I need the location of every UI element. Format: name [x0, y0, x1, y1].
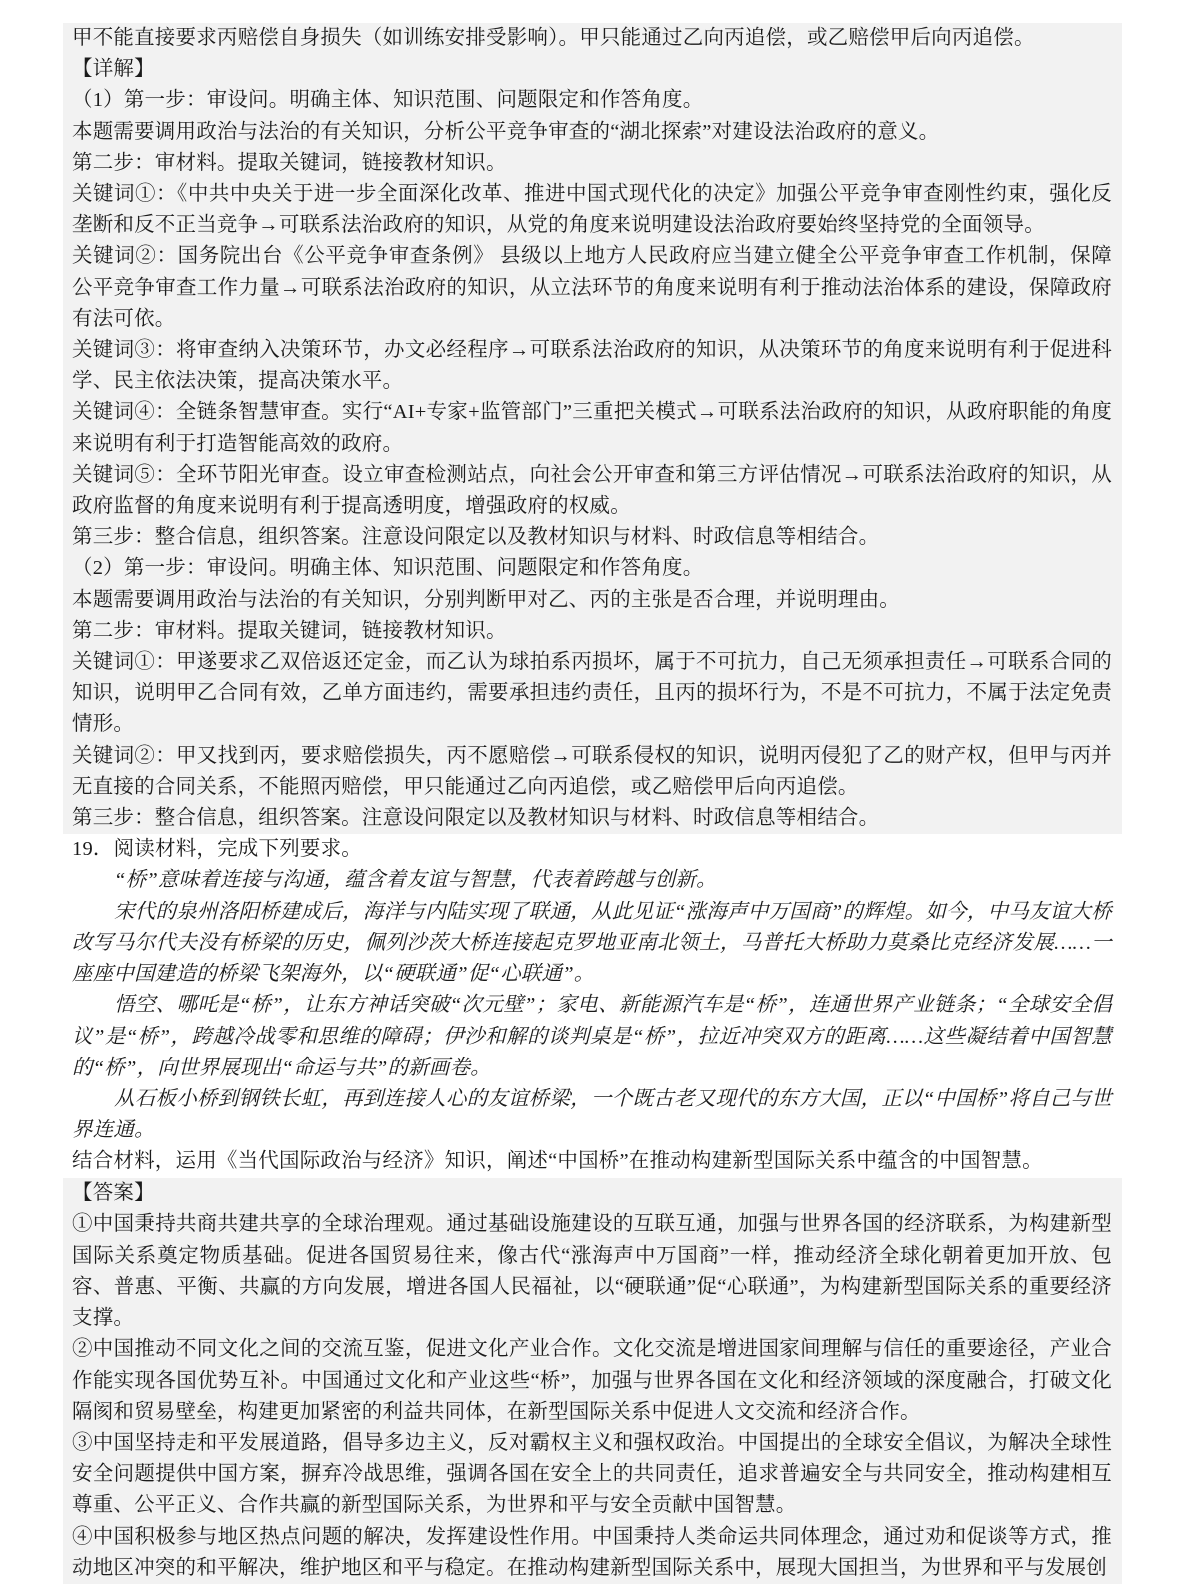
answer-label: 【答案】: [72, 1182, 155, 1205]
keyword-5-line: 关键词⑤：全环节阳光审查。设立审查检测站点，向社会公开审查和第三方评估情况→可联系法治政府的知识，从政府监督的角度来说明有利于提高透明度，增强政府的权威。: [72, 463, 1112, 518]
step-line: 第三步：整合信息，组织答案。注意设问限定以及教材知识与材料、时政信息等相结合。: [72, 807, 880, 830]
detail-label: 【详解】: [72, 58, 155, 81]
detail-explanation-section: [63, 23, 1122, 834]
keyword-1-line: 关键词①：《中共中央关于进一步全面深化改革、推进中国式现代化的决定》加强公平竞争审查刚性约束，强化反垄断和反不正当竞争→可联系法治政府的知识，从党的角度来说明建设法治政府要始终坚持党的全面领导。: [72, 183, 1112, 237]
step-line: 第二步：审材料。提取关键词，链接教材知识。: [72, 151, 507, 174]
answer-point-2: ②中国推动不同文化之间的交流互鉴，促进文化产业合作。文化交流是增进国家间理解与信任的重要途径，产业合作能实现各国优势互补。中国通过文化和产业这些“桥”，加强与世界各国在文化和经济领域的深度融合，打破文化隔阂和贸易壁垒，构建更加紧密的利益共同体，在新型国际关系中促进人文交流和经济合作。: [72, 1338, 1112, 1423]
question-19-section: [63, 834, 1122, 1178]
answer-section: [63, 1178, 1122, 1584]
keyword-2-line: 关键词②：国务院出台《公平竞争审查条例》 县级以上地方人民政府应当建立健全公平竞争审查工作机制，保障公平竞争审查工作力量→可联系法治政府的知识，从立法环节的角度来说明有利于推动法治体系的建设，保障政府有法可依。: [72, 245, 1112, 330]
answer-point-3: ③中国坚持走和平发展道路，倡导多边主义，反对霸权主义和强权政治。中国提出的全球安全倡议，为解决全球性安全问题提供中国方案，摒弃冷战思维，强调各国在安全上的共同责任，追求普遍安全与共同安全，推动构建相互尊重、公平正义、合作共赢的新型国际关系，为世界和平与安全贡献中国智慧。: [72, 1431, 1112, 1517]
answer-point-1: ①中国秉持共商共建共享的全球治理观。通过基础设施建设的互联互通，加强与世界各国的经济联系，为构建新型国际关系奠定物质基础。促进各国贸易往来，像古代“涨海声中万国商”一样，推动经济全球化朝着更加开放、包容、普惠、平衡、共赢的方向发展，增进各国人民福祉，以“硬联通”促“心联通”，为构建新型国际关系的重要经济支撑。: [72, 1213, 1112, 1330]
step-line: （1）第一步：审设问。明确主体、知识范围、问题限定和作答角度。: [72, 89, 704, 112]
question-heading: 19．阅读材料，完成下列要求。: [72, 838, 362, 861]
answer-point-4: ④中国积极参与地区热点问题的解决，发挥建设性作用。中国秉持人类命运共同体理念，通过劝和促谈等方式，推动地区冲突的和平解决，维护地区和平与稳定。在推动构建新型国际关系中，展现大国担当，为世界和平与发展创: [72, 1525, 1112, 1579]
keyword-2-line: 关键词②：甲又找到丙，要求赔偿损失，丙不愿赔偿→可联系侵权的知识，说明丙侵犯了乙的财产权，但甲与丙并无直接的合同关系，不能照丙赔偿，甲只能通过乙向丙追偿，或乙赔偿甲后向丙追偿。: [72, 744, 1112, 798]
answer-carryover-text: 甲不能直接要求丙赔偿自身损失（如训练安排受影响）。甲只能通过乙向丙追偿，或乙赔偿甲后向丙追偿。: [72, 27, 1035, 49]
keyword-3-line: 关键词③：将审查纳入决策环节，办文必经程序→可联系法治政府的知识，从决策环节的角度来说明有利于促进科学、民主依法决策，提高决策水平。: [72, 339, 1112, 393]
question-task: 结合材料，运用《当代国际政治与经济》知识，阐述“中国桥”在推动构建新型国际关系中蕴含的中国智慧。: [72, 1150, 1043, 1173]
analysis-line: 本题需要调用政治与法治的有关知识，分析公平竞争审查的“湖北探索”对建设法治政府的意义。: [72, 120, 940, 143]
keyword-4-line: 关键词④：全链条智慧审查。实行“AI+专家+监管部门”三重把关模式→可联系法治政府的知识，从政府职能的角度来说明有利于打造智能高效的政府。: [72, 401, 1112, 455]
analysis-line: 本题需要调用政治与法治的有关知识，分别判断甲对乙、丙的主张是否合理，并说明理由。: [72, 588, 900, 611]
material-paragraph: 宋代的泉州洛阳桥建成后，海洋与内陆实现了联通，从此见证“涨海声中万国商”的辉煌。如今，中马友谊大桥改写马尔代夫没有桥梁的历史，佩列沙茨大桥连接起克罗地亚南北领土，马普托大桥助力莫桑比克经济发展……一座座中国建造的桥梁飞架海外，以“硬联通”促“心联通”。: [72, 900, 1112, 986]
material-paragraph: “桥”意味着连接与沟通，蕴含着友谊与智慧，代表着跨越与创新。: [114, 869, 717, 892]
step-line: 第二步：审材料。提取关键词，链接教材知识。: [72, 619, 507, 642]
material-paragraph: 悟空、哪吒是“桥”，让东方神话突破“次元壁”；家电、新能源汽车是“桥”，连通世界产业链条；“全球安全倡议”是“桥”，跨越冷战零和思维的障碍；伊沙和解的谈判桌是“桥”，拉近冲突双方的距离……这些凝结着中国智慧的“桥”，向世界展现出“命运与共”的新画卷。: [72, 994, 1112, 1079]
material-paragraph: 从石板小桥到钢铁长虹，再到连接人心的友谊桥梁，一个既古老又现代的东方大国，正以“中国桥”将自己与世界连通。: [72, 1087, 1112, 1142]
step-line: （2）第一步：审设问。明确主体、知识范围、问题限定和作答角度。: [72, 557, 704, 580]
step-line: 第三步：整合信息，组织答案。注意设问限定以及教材知识与材料、时政信息等相结合。: [72, 526, 880, 549]
keyword-1-line: 关键词①：甲遂要求乙双倍返还定金，而乙认为球拍系丙损坏，属于不可抗力，自己无须承担责任→可联系合同的知识，说明甲乙合同有效，乙单方面违约，需要承担违约责任，且丙的损坏行为，不是不可抗力，不属于法定免责情形。: [72, 651, 1112, 736]
